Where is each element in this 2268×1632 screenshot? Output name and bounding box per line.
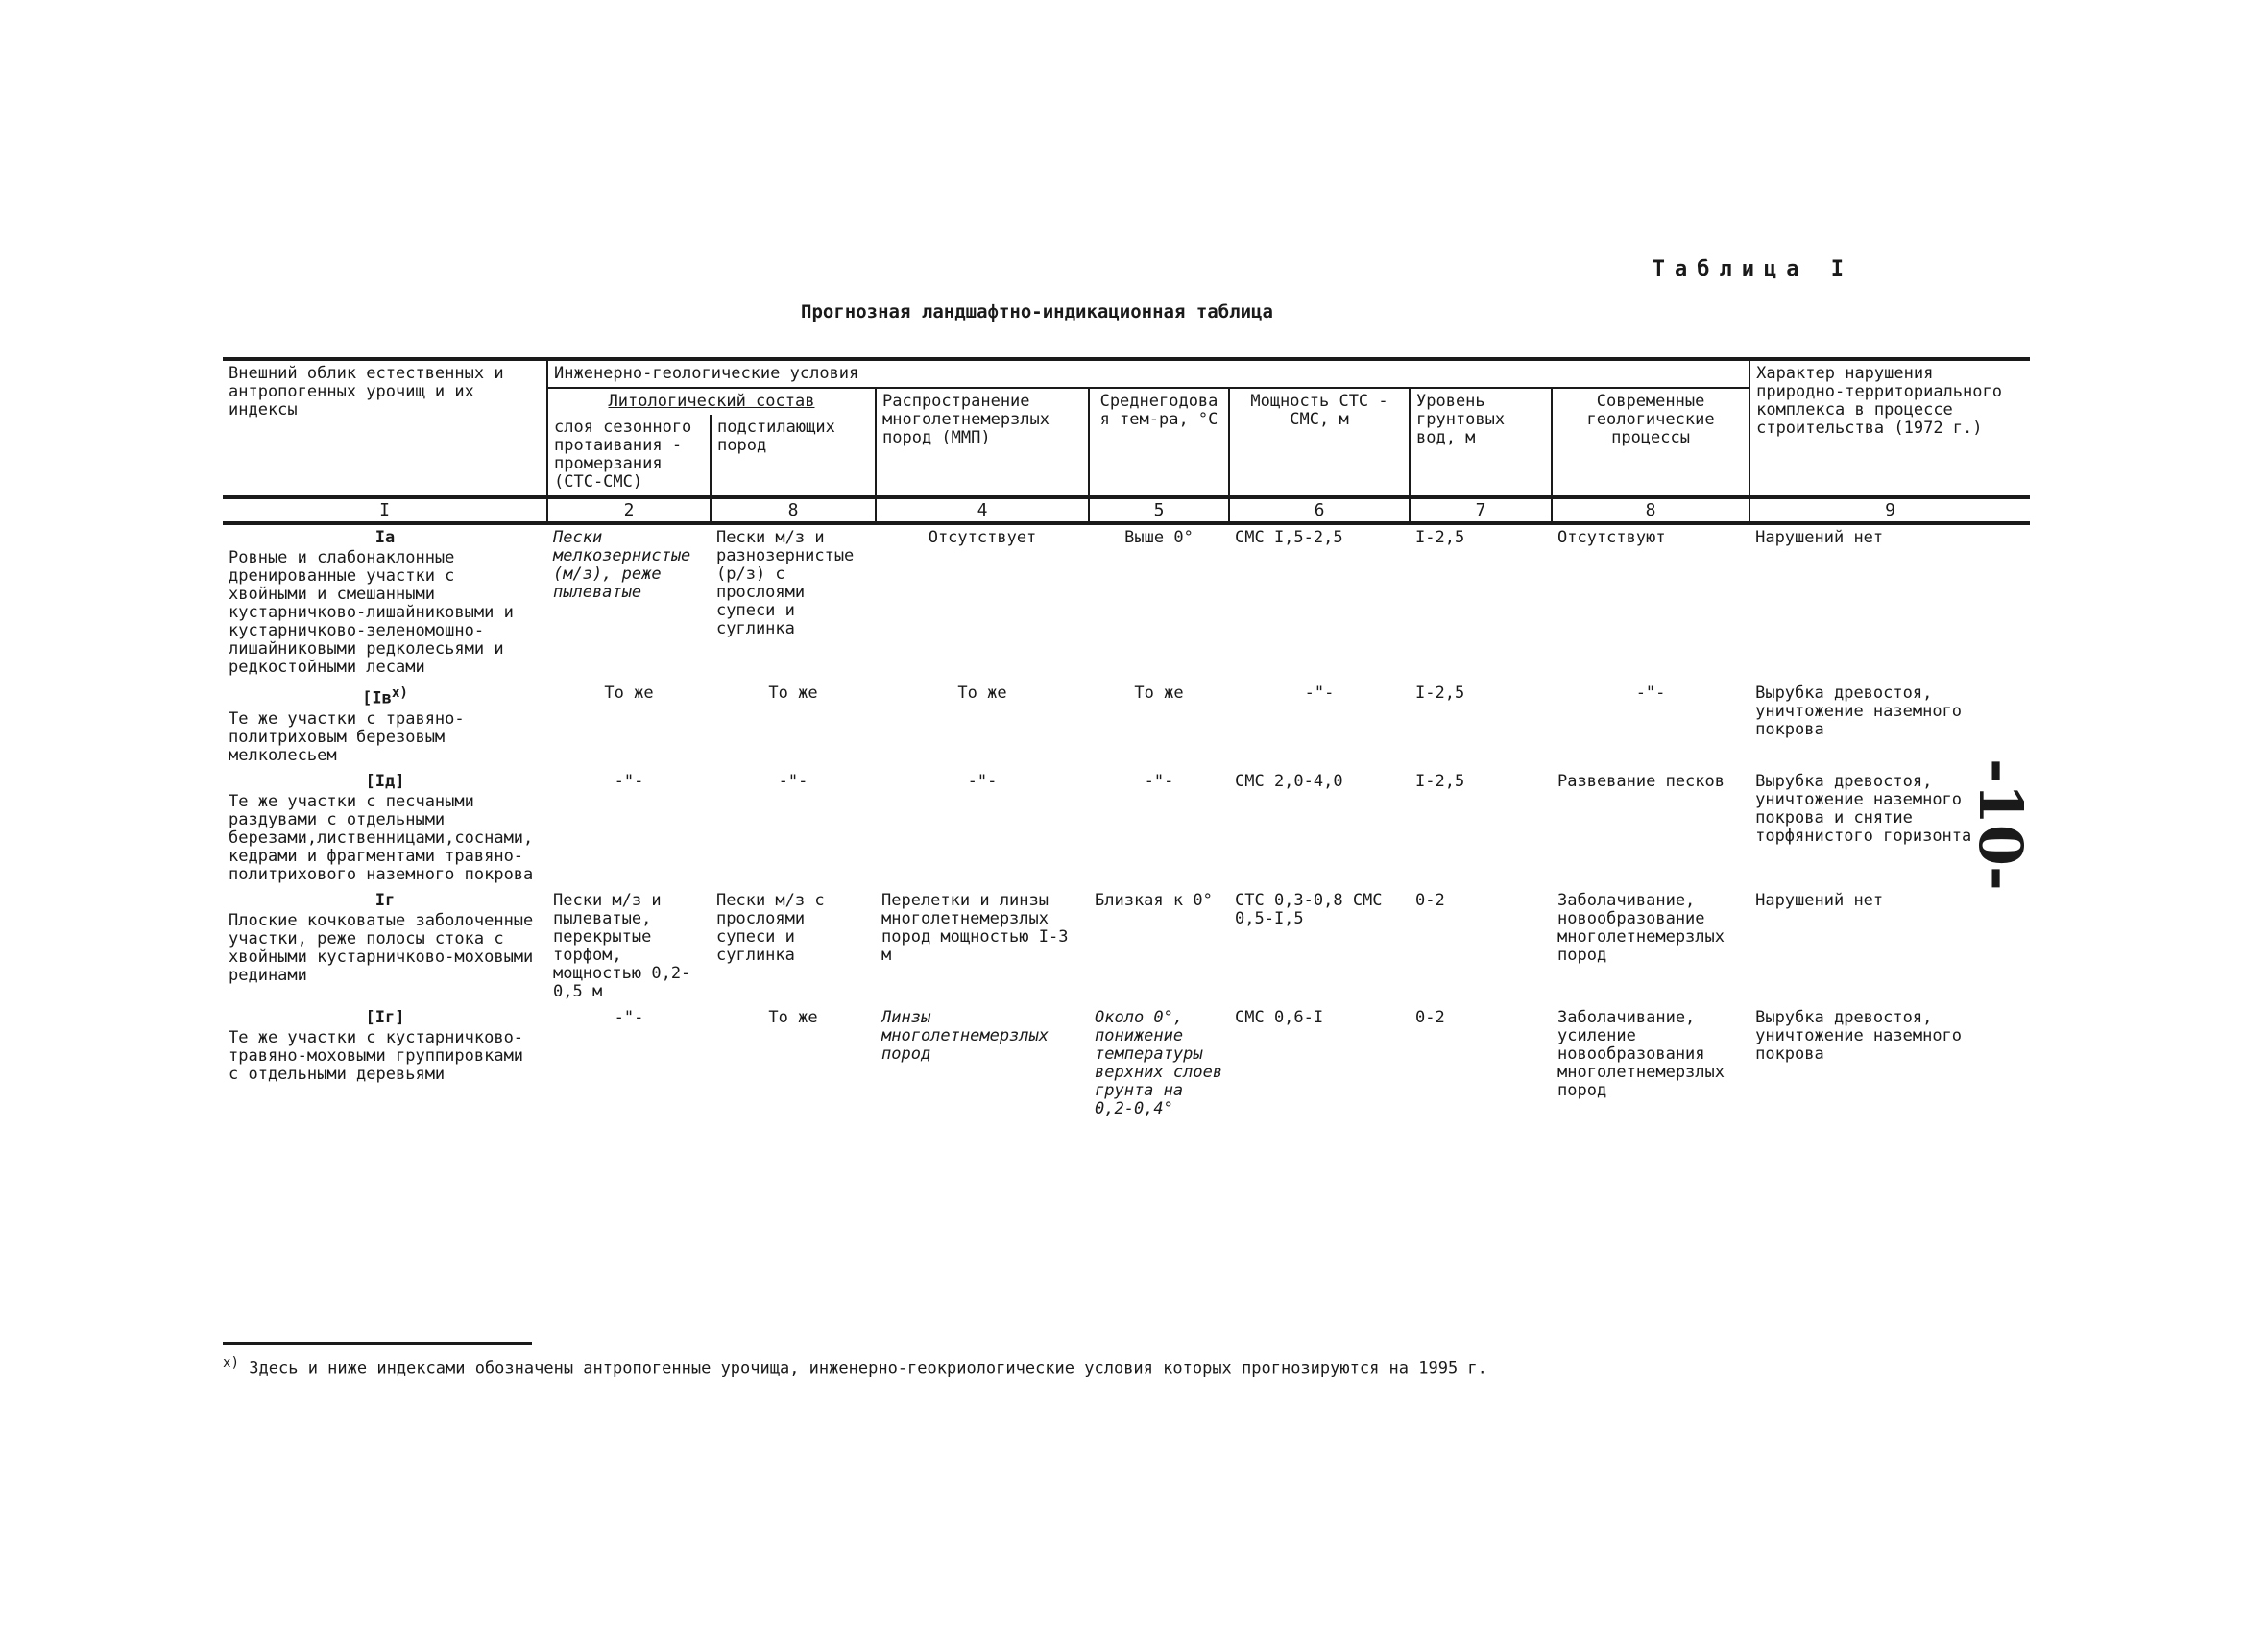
disturbance-cell: Вырубка древостоя, уничтожение наземного покрова — [1755, 684, 1963, 739]
header-col9: Характер нарушения природно-территориального комплекса в процессе строительства (1972 г.) — [1749, 359, 2030, 497]
landscape-description: Те же участки с травяно-политриховым березовым мелколесьем — [229, 708, 465, 765]
forecast-table — [223, 357, 2030, 1122]
permafrost-cell: -"- — [967, 771, 998, 791]
landscape-description: Ровные и слабонаклонные дренированные участки с хвойными и смешанными кустарничково-лишайниковыми и кустарничково-зеленомошно-лишайниковыми редколесьями и редкостойными лесами — [229, 548, 514, 677]
row-index-note: x) — [391, 685, 408, 701]
footnote-text: Здесь и ниже индексами обозначены антропогенные урочища, инженерно-геокриологические условия которых прогнозируются на 1995 г. — [249, 1358, 1487, 1379]
landscape-cell — [223, 523, 547, 681]
header-col2: слоя сезонного протаивания - промерзания (СТС-СМС) — [547, 415, 711, 497]
footnote-divider — [223, 1342, 532, 1345]
header-litho-label: Литологический состав — [608, 392, 815, 411]
table-label: Таблица I — [1652, 257, 1853, 281]
landscape-cell — [223, 769, 547, 888]
thickness-cell: СМС I,5-2,5 — [1235, 528, 1343, 547]
thickness-cell: СТС 0,3-0,8 СМС 0,5-I,5 — [1235, 890, 1383, 928]
table-row — [223, 681, 2030, 769]
groundwater-cell: 0-2 — [1415, 890, 1445, 910]
page-number: -10- — [1966, 758, 2036, 891]
row-index-text: [Iв — [362, 688, 392, 708]
table-row — [223, 523, 2030, 681]
temperature-cell: Около 0°, понижение температуры верхних слоев грунта на 0,2-0,4° — [1095, 1007, 1223, 1118]
thickness-cell: СМС 2,0-4,0 — [1235, 771, 1343, 791]
header-col7: Уровень грунтовых вод, м — [1410, 388, 1552, 497]
footnote-mark: x) — [223, 1356, 240, 1371]
seasonal-layer-cell: То же — [604, 684, 654, 703]
row-index — [229, 684, 542, 708]
seasonal-layer-cell: -"- — [614, 771, 644, 791]
header-engineering-group: Инженерно-геологические условия — [547, 359, 1749, 388]
landscape-cell — [223, 888, 547, 1005]
row-index: [Iд] — [365, 771, 405, 791]
processes-cell: Заболачивание, усиление новообразования многолетнемерзлых пород — [1557, 1007, 1725, 1100]
column-number: 4 — [876, 497, 1089, 523]
groundwater-cell: I-2,5 — [1415, 684, 1465, 703]
processes-cell: -"- — [1635, 684, 1666, 703]
header-col6: Мощность СТС - СМС, м — [1229, 388, 1410, 497]
permafrost-cell: Линзы многолетнемерзлых пород — [881, 1007, 1049, 1064]
processes-cell: Заболачивание, новообразование многолетнемерзлых пород — [1557, 890, 1725, 965]
underlying-rocks-cell: Пески м/з и разнозернистые (р/з) с прослоями супеси и суглинка — [716, 528, 855, 638]
row-index: [Iг] — [365, 1007, 405, 1027]
header-col5: Среднегодовая тем-ра, °С — [1089, 388, 1229, 497]
landscape-description: Плоские кочковатые заболоченные участки, реже полосы стока с хвойными кустарничково-моховыми рединами — [229, 910, 534, 985]
table-caption: Прогнозная ландшафтно-индикационная таблица — [801, 301, 1273, 323]
thickness-cell: СМС 0,6-I — [1235, 1007, 1324, 1027]
landscape-cell — [223, 1005, 547, 1122]
permafrost-cell: То же — [957, 684, 1007, 703]
disturbance-cell: Нарушений нет — [1755, 890, 1884, 910]
column-number: I — [223, 497, 547, 523]
groundwater-cell: I-2,5 — [1415, 528, 1465, 547]
groundwater-cell: 0-2 — [1415, 1007, 1445, 1027]
row-index: Iа — [374, 528, 396, 547]
underlying-rocks-cell: То же — [768, 1007, 818, 1027]
table-row — [223, 769, 2030, 888]
header-col1: Внешний облик естественных и антропогенных урочищ и их индексы — [223, 359, 547, 497]
underlying-rocks-cell: Пески м/з с прослоями супеси и суглинка — [716, 890, 825, 965]
column-number: 8 — [1552, 497, 1749, 523]
seasonal-layer-cell: Пески м/з и пылеватые, перекрытые торфом, мощностью 0,2-0,5 м — [553, 890, 691, 1001]
landscape-description: Те же участки с кустарничково-травяно-моховыми группировками с отдельными деревьями — [229, 1027, 524, 1084]
row-index: Iг — [374, 890, 396, 910]
groundwater-cell: I-2,5 — [1415, 771, 1465, 791]
column-number: 2 — [547, 497, 711, 523]
header-col4: Распространение многолетнемерзлых пород (ММП) — [876, 388, 1089, 497]
seasonal-layer-cell: Пески мелкозернистые (м/з), реже пылеватые — [553, 528, 691, 602]
column-number: 6 — [1229, 497, 1410, 523]
processes-cell: Развевание песков — [1557, 771, 1725, 791]
column-number: 8 — [711, 497, 876, 523]
seasonal-layer-cell: -"- — [614, 1007, 644, 1027]
landscape-cell — [223, 681, 547, 769]
processes-cell: Отсутствуют — [1557, 528, 1666, 547]
column-number: 9 — [1749, 497, 2030, 523]
header-litho-group — [547, 388, 876, 415]
permafrost-cell: Перелетки и линзы многолетнемерзлых пород мощностью I-3 м — [881, 890, 1069, 965]
temperature-cell: -"- — [1144, 771, 1174, 791]
disturbance-cell: Нарушений нет — [1755, 528, 1884, 547]
disturbance-cell: Вырубка древостоя, уничтожение наземного покрова и снятие торфянистого горизонта — [1755, 771, 1972, 846]
underlying-rocks-cell: -"- — [778, 771, 808, 791]
landscape-description: Те же участки с песчаными раздувами с отдельными березами,лиственницами,соснами,кедрами и фрагментами травяно-политрихового наземного покрова — [229, 791, 534, 884]
temperature-cell: Близкая к 0° — [1095, 890, 1213, 910]
header-col3: подстилающих пород — [711, 415, 876, 497]
table-row — [223, 1005, 2030, 1122]
footnote — [223, 1356, 1951, 1379]
thickness-cell: -"- — [1304, 684, 1335, 703]
table-row — [223, 888, 2030, 1005]
temperature-cell: То же — [1134, 684, 1184, 703]
permafrost-cell: Отсутствует — [928, 528, 1037, 547]
temperature-cell: Выше 0° — [1124, 528, 1194, 547]
column-number: 7 — [1410, 497, 1552, 523]
underlying-rocks-cell: То же — [768, 684, 818, 703]
disturbance-cell: Вырубка древостоя, уничтожение наземного покрова — [1755, 1007, 1963, 1064]
column-number: 5 — [1089, 497, 1229, 523]
header-col8: Современные геологические процессы — [1552, 388, 1749, 497]
